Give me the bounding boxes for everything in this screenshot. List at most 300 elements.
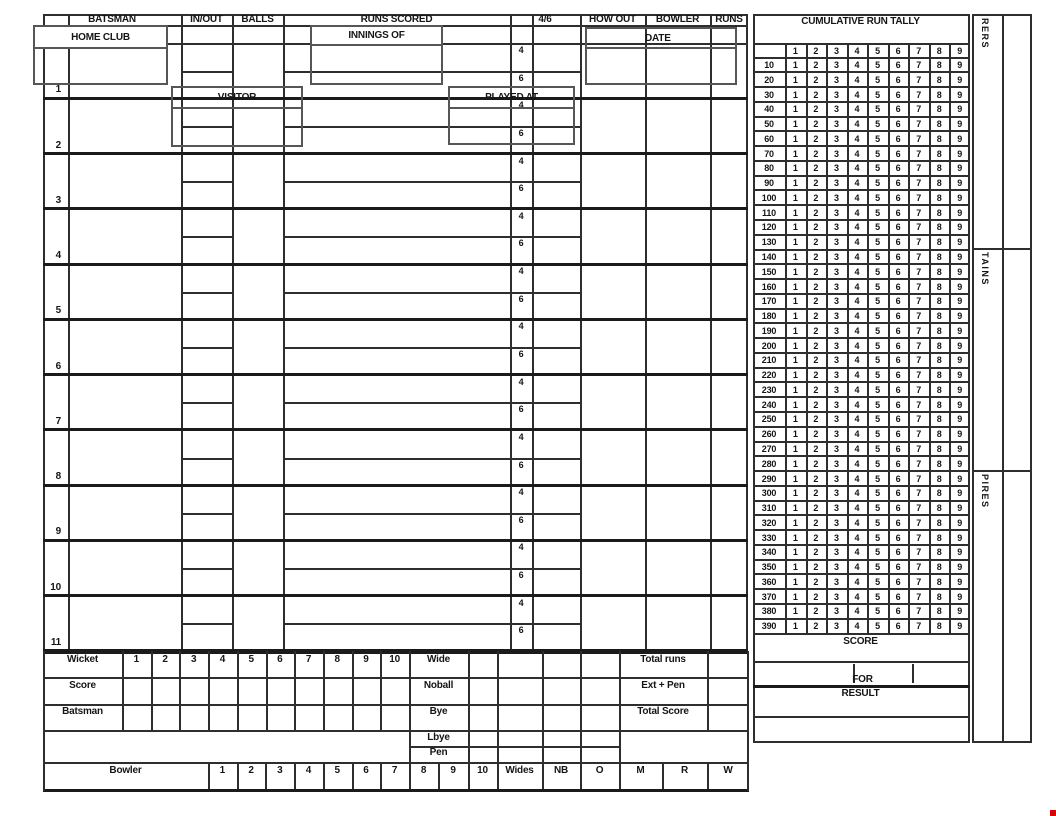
- divider-line: [753, 441, 970, 443]
- tally-cell: 4: [854, 222, 860, 233]
- divider-line: [753, 101, 970, 103]
- tally-cell: 3: [833, 148, 839, 159]
- tally-cell: 3: [833, 296, 839, 307]
- tally-cell: 7: [916, 355, 921, 366]
- tally-cell: 5: [875, 207, 880, 218]
- tally-cell: 7: [916, 384, 921, 395]
- tally-cell: 2: [813, 488, 819, 499]
- played-at-box-label: PLAYED AT: [450, 88, 573, 109]
- four-label: 4: [518, 155, 524, 166]
- tally-cell: 5: [875, 444, 880, 455]
- divider-line: [1030, 14, 1032, 743]
- divider-line: [972, 741, 1032, 743]
- divider-line: [972, 248, 1032, 250]
- tally-cell: 1: [792, 340, 798, 351]
- tally-cell: 3: [833, 355, 839, 366]
- tally-cell: 9: [957, 119, 963, 130]
- tally-cell: 2: [813, 562, 819, 573]
- tally-cell: 1: [792, 355, 798, 366]
- tally-cell: 6: [895, 532, 901, 543]
- tally-cell: 2: [813, 429, 819, 440]
- batsman-number: 2: [55, 139, 61, 151]
- played-at-box: [448, 86, 575, 145]
- divider-line: [181, 71, 232, 73]
- bowler-stat-header: NB: [553, 765, 569, 776]
- bowler-number: 8: [420, 765, 427, 776]
- tally-cell: 1: [792, 266, 798, 277]
- tally-cell: 8: [936, 237, 942, 248]
- tally-cell: 5: [875, 163, 880, 174]
- wicket-number: 8: [334, 654, 340, 665]
- tally-cell: 4: [854, 252, 860, 262]
- bowler-number: 2: [248, 765, 254, 776]
- tally-cell: 3: [833, 119, 839, 130]
- tally-cell: 6: [895, 591, 901, 602]
- divider-line: [43, 539, 748, 542]
- six-label: 6: [518, 72, 524, 83]
- tally-cell: 3: [833, 237, 839, 248]
- tally-cell: 7: [916, 252, 921, 262]
- wicket-label: Wicket: [67, 654, 98, 665]
- tally-cell: 4: [854, 444, 860, 455]
- tally-cell: 4: [854, 488, 860, 499]
- tally-cell: 3: [833, 325, 839, 336]
- divider-line: [181, 402, 232, 404]
- wicket-number: 1: [133, 654, 140, 665]
- tally-unit-header: 8: [936, 45, 942, 56]
- tally-cell: 8: [936, 517, 942, 528]
- batsman-number: 7: [55, 415, 61, 427]
- divider-line: [753, 544, 970, 546]
- tally-cell: 1: [792, 296, 798, 307]
- tally-cell: 9: [957, 133, 963, 144]
- tally-cell: 6: [895, 473, 901, 484]
- divider-line: [753, 618, 970, 620]
- tally-cell: 2: [813, 576, 819, 587]
- tally-cell: 4: [854, 429, 860, 440]
- divider-line: [181, 236, 232, 238]
- batsman-number: 1: [55, 84, 61, 96]
- tally-cell: 9: [957, 192, 963, 203]
- tally-row-label: 10: [764, 60, 774, 70]
- result-row-label: RESULT: [841, 688, 880, 699]
- tally-cell: 5: [875, 621, 880, 632]
- tally-cell: 8: [936, 576, 942, 587]
- tally-row-label: 390: [761, 621, 777, 632]
- tally-cell: 6: [895, 488, 901, 499]
- tally-cell: 7: [916, 473, 921, 484]
- divider-line: [753, 559, 970, 561]
- tally-cell: 4: [854, 562, 860, 573]
- tally-cell: 8: [936, 562, 942, 573]
- tally-row-label: 30: [764, 89, 774, 100]
- tally-cell: 7: [916, 414, 921, 425]
- tally-cell: 8: [936, 399, 942, 410]
- tally-cell: 4: [854, 621, 860, 632]
- tally-cell: 2: [813, 547, 819, 558]
- divider-line: [753, 175, 970, 177]
- tally-cell: 7: [916, 370, 921, 381]
- tally-cell: 8: [936, 473, 942, 484]
- divider-line: [181, 568, 232, 570]
- tally-cell: 7: [916, 532, 921, 543]
- tally-cell: 9: [957, 384, 963, 395]
- score-label: Score: [69, 680, 96, 691]
- divider-line: [753, 573, 970, 575]
- tally-cell: 1: [792, 606, 798, 617]
- tally-cell: 7: [916, 325, 921, 336]
- tally-cell: 3: [833, 429, 839, 440]
- tally-cell: 6: [895, 399, 901, 410]
- divider-line: [43, 207, 748, 210]
- divider-line: [68, 14, 70, 651]
- bye-label: Bye: [429, 706, 448, 717]
- divider-line: [753, 716, 970, 718]
- tally-cell: 3: [833, 133, 839, 144]
- tally-cell: 3: [833, 399, 839, 410]
- tally-cell: 7: [916, 429, 921, 440]
- tally-cell: 1: [792, 503, 798, 514]
- tally-cell: 3: [833, 89, 839, 100]
- tally-cell: 7: [916, 148, 921, 159]
- tally-cell: 9: [957, 60, 963, 70]
- tally-cell: 1: [792, 163, 798, 174]
- tally-cell: 2: [813, 237, 819, 248]
- tally-cell: 3: [833, 503, 839, 514]
- tally-cell: 9: [957, 296, 963, 307]
- tally-cell: 5: [875, 517, 880, 528]
- divider-line: [753, 71, 970, 73]
- tally-cell: 7: [916, 517, 921, 528]
- six-label: 6: [518, 404, 524, 415]
- tally-unit-header: 7: [916, 45, 921, 56]
- tally-cell: 5: [875, 222, 880, 233]
- tally-cell: 6: [895, 60, 901, 70]
- tally-cell: 6: [895, 207, 901, 218]
- tally-cell: 3: [833, 60, 839, 70]
- divider-line: [753, 485, 970, 487]
- tally-cell: 2: [813, 178, 819, 189]
- tally-cell: 6: [895, 517, 901, 528]
- tally-cell: 6: [895, 148, 901, 159]
- divider-line: [43, 762, 749, 764]
- tally-cell: 4: [854, 163, 860, 174]
- tally-cell: 7: [916, 576, 921, 587]
- column-header: IN/OUT: [190, 14, 223, 25]
- tally-cell: 5: [875, 414, 880, 425]
- tally-cell: 4: [854, 119, 860, 130]
- divider-line: [753, 633, 970, 635]
- tally-cell: 8: [936, 547, 942, 558]
- tally-cell: 2: [813, 414, 819, 425]
- divider-line: [753, 204, 970, 206]
- column-header: HOW OUT: [589, 14, 636, 25]
- tally-cell: 5: [875, 325, 880, 336]
- six-label: 6: [518, 459, 524, 470]
- tally-cell: 5: [875, 503, 880, 514]
- tally-unit-header: 5: [875, 45, 880, 56]
- tally-cell: 9: [957, 532, 963, 543]
- divider-line: [753, 308, 970, 310]
- tally-cell: 1: [792, 532, 798, 543]
- tally-cell: 8: [936, 429, 942, 440]
- tally-cell: 6: [895, 503, 901, 514]
- tally-row-label: 330: [761, 532, 777, 543]
- divider-line: [707, 651, 709, 730]
- tally-cell: 3: [833, 444, 839, 455]
- tally-row-label: 340: [761, 547, 777, 558]
- four-label: 4: [518, 266, 524, 277]
- wicket-number: 5: [248, 654, 254, 665]
- tally-cell: 2: [813, 311, 819, 322]
- tally-row-label: 210: [761, 355, 777, 366]
- tally-row-label: 200: [761, 340, 777, 351]
- bowler-number: 7: [391, 765, 398, 776]
- tally-cell: 6: [895, 237, 901, 248]
- tally-row-label: 240: [761, 399, 777, 410]
- tally-row-label: 220: [761, 370, 777, 381]
- tally-unit-header: 2: [813, 45, 819, 56]
- tally-row-label: 50: [764, 119, 774, 130]
- wicket-number: 3: [191, 654, 197, 665]
- visitor-box-label: VISITOR: [173, 88, 301, 109]
- divider-line: [753, 322, 970, 324]
- divider-line: [753, 57, 970, 59]
- tally-cell: 9: [957, 473, 963, 484]
- bowler-stat-header: M: [636, 765, 645, 776]
- divider-line: [43, 152, 748, 155]
- four-label: 4: [518, 597, 524, 608]
- bowler-number: 4: [305, 765, 312, 776]
- tally-row-label: 280: [761, 458, 777, 469]
- tally-cell: 1: [792, 192, 798, 203]
- tally-cell: 8: [936, 222, 942, 233]
- column-header: BALLS: [241, 14, 274, 25]
- tally-unit-header: 3: [833, 45, 839, 56]
- tally-cell: 1: [792, 281, 798, 292]
- tally-cell: 2: [813, 222, 819, 233]
- divider-line: [1002, 14, 1004, 743]
- lbye-label: Lbye: [427, 732, 450, 743]
- divider-line: [43, 730, 749, 732]
- tally-cell: 4: [854, 355, 860, 366]
- tally-cell: 6: [895, 266, 901, 277]
- tally-cell: 4: [854, 281, 860, 292]
- tally-cell: 5: [875, 60, 880, 70]
- tally-row-label: 100: [761, 192, 777, 203]
- tally-cell: 8: [936, 384, 942, 395]
- tally-cell: 1: [792, 384, 798, 395]
- tally-cell: 2: [813, 89, 819, 100]
- six-label: 6: [518, 570, 524, 581]
- tally-cell: 9: [957, 517, 963, 528]
- tally-title: CUMULATIVE RUN TALLY: [801, 16, 920, 27]
- tally-cell: 7: [916, 296, 921, 307]
- tally-cell: 4: [854, 296, 860, 307]
- tally-cell: 8: [936, 252, 942, 262]
- tally-cell: 4: [854, 104, 860, 115]
- tally-cell: 2: [813, 340, 819, 351]
- tally-cell: 9: [957, 458, 963, 469]
- divider-line: [753, 130, 970, 132]
- tally-row-label: 360: [761, 576, 777, 587]
- tally-cell: 8: [936, 296, 942, 307]
- tally-cell: 2: [813, 591, 819, 602]
- tally-cell: 3: [833, 370, 839, 381]
- wicket-number: 10: [389, 654, 400, 665]
- tally-cell: 8: [936, 355, 942, 366]
- column-header: RUNS SCORED: [360, 14, 433, 25]
- six-label: 6: [518, 514, 524, 525]
- tally-cell: 9: [957, 399, 963, 410]
- divider-line: [43, 318, 748, 321]
- tally-row-label: 180: [761, 311, 777, 322]
- tally-cell: 1: [792, 399, 798, 410]
- tally-cell: 2: [813, 399, 819, 410]
- tally-cell: 7: [916, 503, 921, 514]
- tally-cell: 2: [813, 606, 819, 617]
- divider-line: [753, 381, 970, 383]
- divider-line: [753, 500, 970, 502]
- tally-cell: 1: [792, 325, 798, 336]
- divider-line: [753, 278, 970, 280]
- tally-cell: 6: [895, 178, 901, 189]
- tally-row-label: 130: [761, 237, 777, 248]
- tally-cell: 1: [792, 178, 798, 189]
- bowler-stat-header: R: [680, 765, 689, 776]
- tally-cell: 3: [833, 532, 839, 543]
- tally-cell: 9: [957, 370, 963, 381]
- tally-cell: 1: [792, 133, 798, 144]
- divider-line: [181, 458, 232, 460]
- divider-line: [753, 86, 970, 88]
- divider-line: [753, 352, 970, 354]
- tally-row-label: 260: [761, 429, 777, 440]
- six-label: 6: [518, 127, 524, 138]
- batsman-number: 9: [55, 526, 61, 538]
- tally-cell: 5: [875, 252, 880, 262]
- tally-cell: 6: [895, 370, 901, 381]
- column-header: 4/6: [538, 14, 552, 25]
- tally-cell: 6: [895, 547, 901, 558]
- pen-label: Pen: [429, 747, 448, 758]
- wicket-number: 4: [219, 654, 226, 665]
- tally-cell: 2: [813, 163, 819, 174]
- tally-cell: 8: [936, 340, 942, 351]
- tally-cell: 9: [957, 281, 963, 292]
- bowler-number: 10: [477, 765, 488, 776]
- tally-cell: 4: [854, 591, 860, 602]
- divider-line: [753, 470, 970, 472]
- tally-cell: 6: [895, 89, 901, 100]
- tally-cell: 9: [957, 74, 963, 85]
- tally-cell: 3: [833, 266, 839, 277]
- divider-line: [181, 513, 232, 515]
- tally-cell: 3: [833, 281, 839, 292]
- tally-cell: 6: [895, 606, 901, 617]
- tally-cell: 5: [875, 532, 880, 543]
- tally-cell: 2: [813, 621, 819, 632]
- bowler-number: 9: [450, 765, 456, 776]
- home-club-box: [33, 25, 168, 85]
- bowler-stat-header: W: [723, 765, 733, 776]
- divider-line: [972, 14, 1032, 16]
- tally-cell: 1: [792, 547, 798, 558]
- tally-cell: 5: [875, 488, 880, 499]
- divider-line: [753, 588, 970, 590]
- tally-cell: 8: [936, 621, 942, 632]
- divider-line: [753, 145, 970, 147]
- tally-cell: 9: [957, 325, 963, 336]
- visitor-box: [171, 86, 303, 147]
- tally-cell: 3: [833, 340, 839, 351]
- divider-line: [753, 116, 970, 118]
- tally-cell: 6: [895, 355, 901, 366]
- side-label: RERS: [980, 18, 990, 50]
- tally-cell: 9: [957, 266, 963, 277]
- date-box: [585, 27, 737, 85]
- tally-cell: 2: [813, 384, 819, 395]
- tally-cell: 5: [875, 606, 880, 617]
- divider-line: [283, 513, 580, 515]
- tally-cell: 3: [833, 547, 839, 558]
- tally-cell: 5: [875, 591, 880, 602]
- tally-cell: 8: [936, 414, 942, 425]
- tally-cell: 1: [792, 60, 798, 70]
- wicket-number: 6: [277, 654, 283, 665]
- tally-cell: 9: [957, 237, 963, 248]
- tally-cell: 5: [875, 281, 880, 292]
- tally-cell: 9: [957, 311, 963, 322]
- tally-row-label: 290: [761, 473, 777, 484]
- tally-cell: 4: [854, 89, 860, 100]
- tally-cell: 4: [854, 458, 860, 469]
- tally-cell: 2: [813, 207, 819, 218]
- tally-cell: 5: [875, 576, 880, 587]
- tally-cell: 9: [957, 576, 963, 587]
- tally-cell: 2: [813, 473, 819, 484]
- tally-cell: 8: [936, 207, 942, 218]
- tally-cell: 8: [936, 178, 942, 189]
- divider-line: [912, 664, 914, 683]
- tally-row-label: 370: [761, 591, 777, 602]
- tally-cell: 8: [936, 148, 942, 159]
- divider-line: [181, 292, 232, 294]
- tally-cell: 4: [854, 517, 860, 528]
- tally-cell: 4: [854, 547, 860, 558]
- tally-cell: 5: [875, 458, 880, 469]
- four-label: 4: [518, 321, 524, 332]
- tally-row-label: 270: [761, 444, 777, 455]
- tally-cell: 3: [833, 473, 839, 484]
- tally-cell: 2: [813, 296, 819, 307]
- ext-pen-label: Ext + Pen: [641, 680, 685, 691]
- tally-cell: 5: [875, 340, 880, 351]
- bowler-stat-header: O: [595, 765, 604, 776]
- divider-line: [753, 293, 970, 295]
- tally-cell: 6: [895, 429, 901, 440]
- tally-cell: 9: [957, 89, 963, 100]
- tally-unit-header: 4: [854, 45, 860, 56]
- tally-row-label: 310: [761, 503, 777, 514]
- tally-cell: 8: [936, 60, 942, 70]
- divider-line: [43, 14, 45, 651]
- tally-cell: 7: [916, 89, 921, 100]
- tally-cell: 5: [875, 562, 880, 573]
- tally-cell: 1: [792, 89, 798, 100]
- tally-cell: 3: [833, 104, 839, 115]
- tally-cell: 3: [833, 414, 839, 425]
